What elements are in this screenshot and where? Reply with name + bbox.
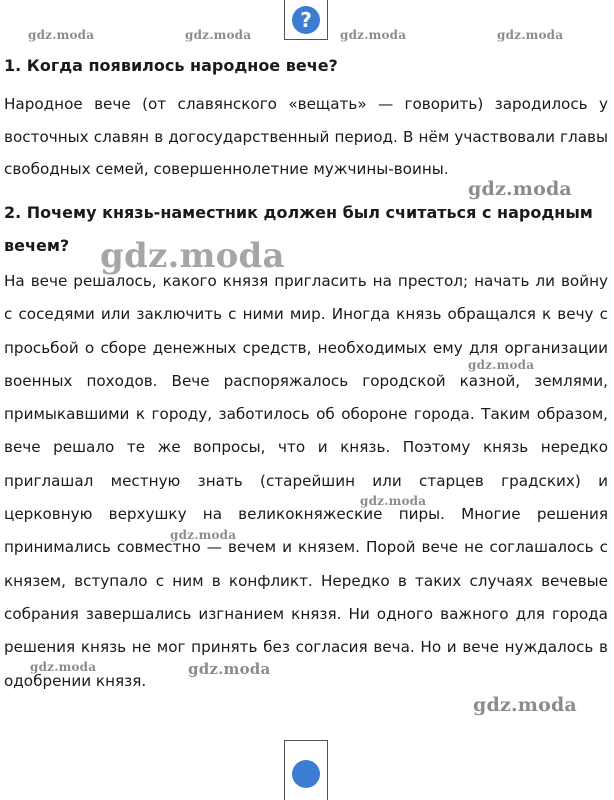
question-icon bbox=[292, 760, 320, 788]
watermark: gdz.moda bbox=[188, 660, 271, 678]
watermark: gdz.moda bbox=[468, 178, 572, 200]
watermark: gdz.moda bbox=[360, 494, 427, 508]
watermark: gdz.moda bbox=[170, 528, 237, 542]
help-button[interactable] bbox=[284, 0, 328, 40]
watermark: gdz.moda bbox=[185, 28, 252, 42]
answer-text: На вече решалось, какого князя пригласить на престол; начать ли войну с соседями или заключить с ними мир. Иногда князь обращался к вечу с просьбой о сборе денежных средств, необходимых ему для организации военных походов. Вече распоряжалось городской казной, землями, примыкавшими к городу, заботилось об обороне города. Таким образом, вече решало те же вопросы, что и князь. Поэтому князь нередко приглашал местную знать (старейшин или старцев градских) и церковную верхушку на великокняжеские пиры. Многие решения принимались совместно — вечем и князем. Порой вече не соглашалось с князем, вступало с ним в конфликт. Нередко в таких случаях вечевые собрания завершались изгнанием князя. Ни одного важного для города решения князь не мог принять без согласия веча. Но и вече нуждалось в одобрении князя. bbox=[4, 272, 608, 690]
watermark: gdz.moda bbox=[100, 236, 285, 276]
help-button[interactable] bbox=[284, 740, 328, 800]
watermark: gdz.moda bbox=[468, 358, 535, 372]
answer-text: Народное вече (от славянского «вещать» — говорить) зародилось у восточных славян в догосударственный период. В нём участвовали главы свободных семей, совершеннолетние мужчины-воины. bbox=[4, 95, 608, 178]
watermark: gdz.moda bbox=[497, 28, 564, 42]
watermark: gdz.moda bbox=[30, 660, 97, 674]
watermark: gdz.moda bbox=[28, 28, 95, 42]
watermark: gdz.moda bbox=[473, 694, 577, 716]
question-heading: 2. Почему князь-наместник должен был считаться с народным вечем? bbox=[4, 203, 593, 255]
question-icon: ? bbox=[292, 6, 320, 34]
question-heading: 1. Когда появилось народное вече? bbox=[4, 56, 338, 75]
watermark: gdz.moda bbox=[340, 28, 407, 42]
